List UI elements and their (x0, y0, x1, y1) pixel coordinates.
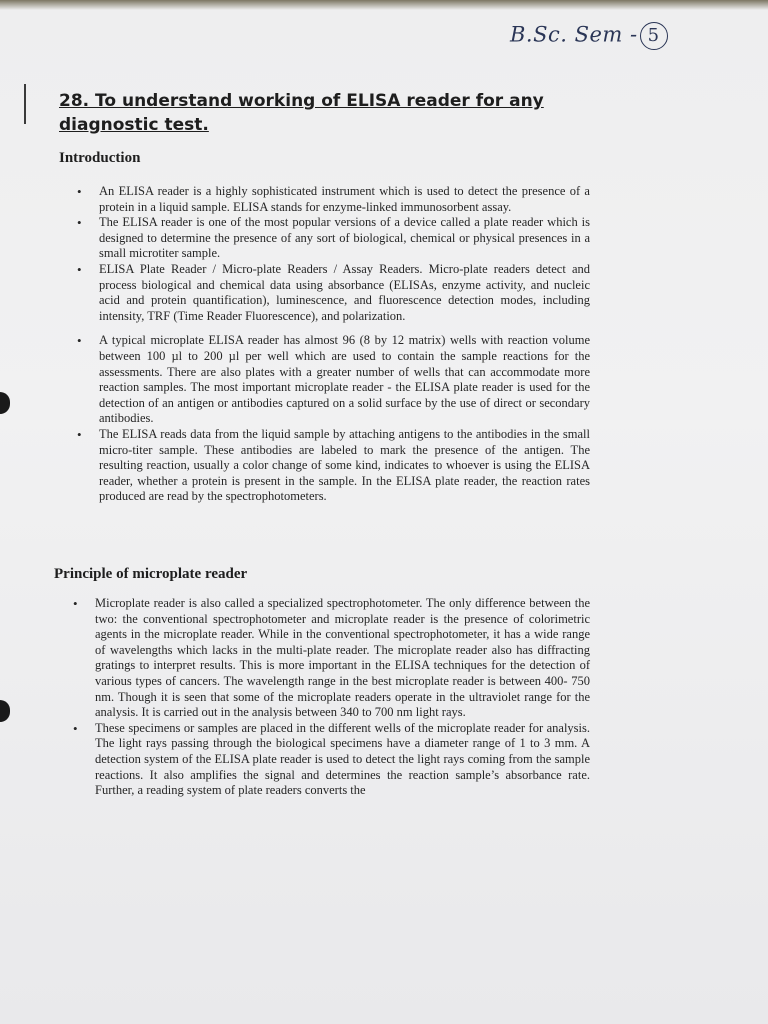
list-item: • The ELISA reads data from the liquid sample by attaching antigens to the antibodies in the small micro-titer sample. These antibodies are labeled to mark the presence of the antigen. The resulting reaction, usually a color change of some kind, indicates to whoever is using the ELISA reader, whether a protein is present in the sample. In the ELISA plate reader, the reaction rates produced are read by the spectrophotometers. (77, 427, 590, 505)
document-title: 28. To understand working of ELISA reader for any diagnostic test. (59, 91, 544, 135)
punch-hole (0, 392, 10, 414)
margin-pen-mark (24, 84, 26, 124)
page-top-shadow (0, 0, 768, 10)
list-item: • An ELISA reader is a highly sophisticated instrument which is used to detect the presence of a protein in a liquid sample. ELISA stands for enzyme-linked immunosorbent assay. (77, 184, 590, 215)
section-heading-principle: Principle of microplate reader (54, 566, 248, 582)
handwritten-course: B.Sc. Sem - (510, 22, 638, 47)
list-item: • The ELISA reader is one of the most popular versions of a device called a plate reader which is designed to determine the presence of any sort of biological, chemical or physical presences in a small microtiter sample. (77, 215, 590, 262)
list-item: • ELISA Plate Reader / Micro-plate Readers / Assay Readers. Micro-plate readers detect and process biological and chemical data using absorbance (ELISAs, enzyme activity, and nucleic acid and protein quantification), luminescence, and fluorescence detection modes, including intensity, TRF (Time Reader Fluorescence), and polarization. (77, 262, 590, 324)
handwritten-note (510, 22, 668, 50)
list-item: • A typical microplate ELISA reader has almost 96 (8 by 12 matrix) wells with reaction volume between 100 µl to 200 µl per well which are used to contain the sample reactions for the assessments. There are also plates with a greater number of wells that can accommodate more reaction samples. The most important microplate reader - the ELISA plate reader is used for the detection of an antigen or antibodies captured on a solid surface by the use of direct or secondary antibodies. (77, 333, 590, 427)
list-item: • These specimens or samples are placed in the different wells of the microplate reader for analysis. The light rays passing through the biological specimens have a diameter range of 1 to 3 mm. A detection system of the ELISA plate reader is used to detect the light rays coming from the sample reactions. It also amplifies the signal and determines the reaction sample’s absorbance rate. Further, a reading system of plate readers converts the (73, 721, 590, 799)
punch-hole (0, 700, 10, 722)
section-heading-introduction: Introduction (59, 150, 141, 166)
principle-list (73, 596, 590, 799)
list-item: • Microplate reader is also called a specialized spectrophotometer. The only difference between the two: the conventional spectrophotometer and microplate reader is the presence of colorimetric agents in the microplate reader. While in the conventional spectrophotometer, it has a wide range of wavelengths which lacks in the multi-plate reader. The microplate reader also has diffracting gratings to interpret results. This is more important in the ELISA techniques for the detection of various types of cancers. The wavelength range in the best microplate reader is between 400- 750 nm. Though it is seen that some of the microplate readers operate in the ultraviolet range for the analysis. It is carried out in the analysis between 340 to 700 nm light rays. (73, 596, 590, 721)
handwritten-circled-number: 5 (640, 22, 668, 50)
introduction-list (77, 184, 590, 505)
